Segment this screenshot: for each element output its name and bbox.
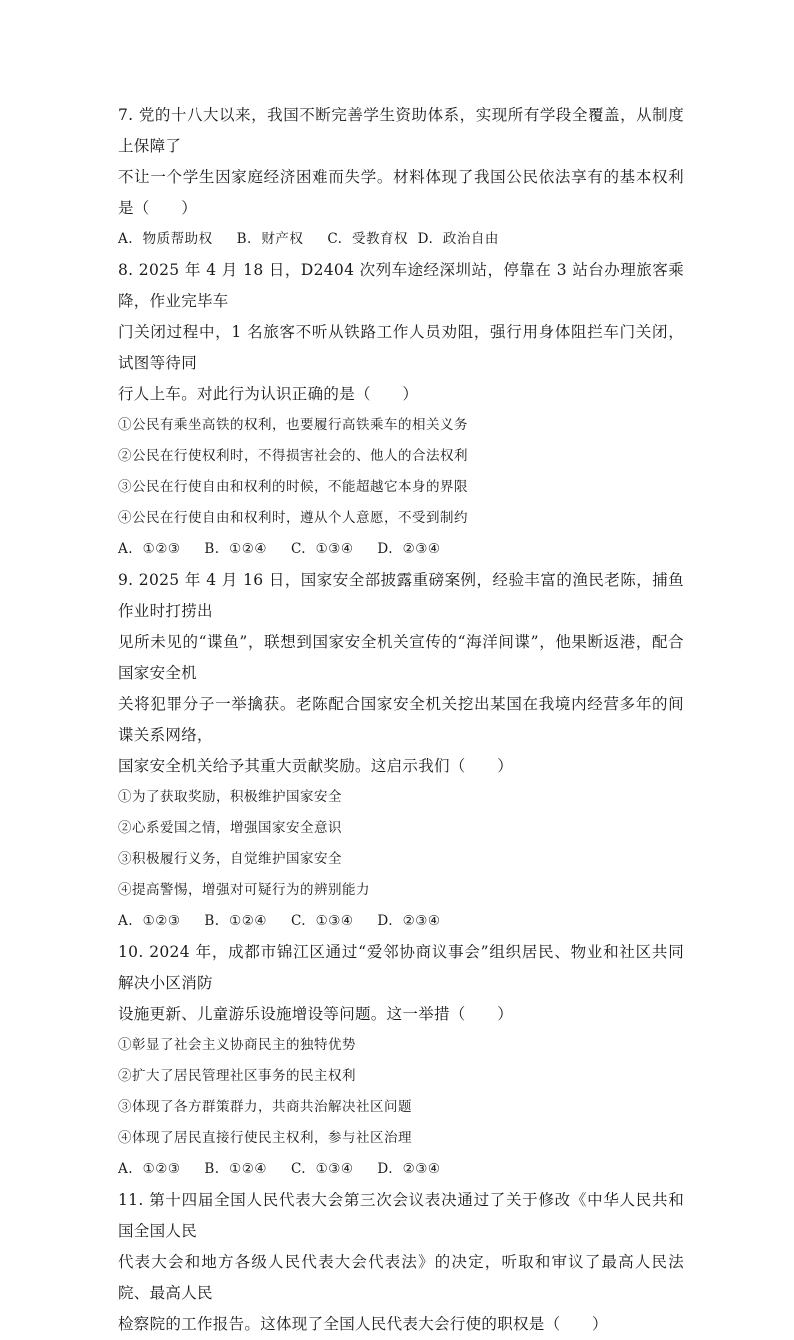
- question-9: [118, 565, 684, 937]
- question-stem-line: 代表大会和地方各级人民代表大会代表法》的决定，听取和审议了最高人民法院、最高人民: [118, 1253, 684, 1302]
- question-stem-line: 行人上车。对此行为认识正确的是（ ）: [118, 385, 419, 403]
- statement-option: ③积极履行义务，自觉维护国家安全: [118, 851, 342, 867]
- answer-choices: A. 物质帮助权 B. 财产权 C. 受教育权 D. 政治自由: [118, 231, 499, 247]
- question-stem-line: 见所未见的“谍鱼”，联想到国家安全机关宣传的“海洋间谍”，他果断返港，配合国家安全机: [118, 633, 684, 682]
- question-8: [118, 255, 684, 565]
- statement-option: ④公民在行使自由和权利时，遵从个人意愿，不受到制约: [118, 510, 468, 526]
- answer-choices: A. ①②③ B. ①②④ C. ①③④ D. ②③④: [118, 913, 441, 929]
- statement-option: ①彰显了社会主义协商民主的独特优势: [118, 1037, 356, 1053]
- statement-option: ④体现了居民直接行使民主权利，参与社区治理: [118, 1130, 412, 1146]
- question-11: [118, 1185, 684, 1340]
- answer-choices: A. ①②③ B. ①②④ C. ①③④ D. ②③④: [118, 1161, 441, 1177]
- statement-option: ③公民在行使自由和权利的时候，不能超越它本身的界限: [118, 479, 468, 495]
- question-stem-line: 关将犯罪分子一举擒获。老陈配合国家安全机关挖出某国在我境内经营多年的间谍关系网络，: [118, 695, 684, 744]
- statement-option: ④提高警惕，增强对可疑行为的辨别能力: [118, 882, 370, 898]
- statement-option: ①公民有乘坐高铁的权利，也要履行高铁乘车的相关义务: [118, 417, 468, 433]
- question-stem-line: 检察院的工作报告。这体现了全国人民代表大会行使的职权是（ ）: [118, 1315, 608, 1333]
- answer-choices: A. ①②③ B. ①②④ C. ①③④ D. ②③④: [118, 541, 441, 557]
- question-stem-line: 门关闭过程中，1 名旅客不听从铁路工作人员劝阻，强行用身体阻拦车门关闭，试图等待同: [118, 323, 684, 372]
- statement-option: ③体现了各方群策群力，共商共治解决社区问题: [118, 1099, 412, 1115]
- statement-option: ②扩大了居民管理社区事务的民主权利: [118, 1068, 356, 1084]
- question-stem-line: 国家安全机关给予其重大贡献奖励。这启示我们（ ）: [118, 757, 514, 775]
- question-stem-line: 9. 2025 年 4 月 16 日，国家安全部披露重磅案例，经验丰富的渔民老陈，捕鱼作业时打捞出: [118, 571, 684, 620]
- question-10: [118, 937, 684, 1185]
- statement-option: ②公民在行使权利时，不得损害社会的、他人的合法权利: [118, 448, 468, 464]
- question-stem-line: 8. 2025 年 4 月 18 日，D2404 次列车途经深圳站，停靠在 3 站台办理旅客乘降，作业完毕车: [118, 261, 684, 310]
- question-stem-line: 不让一个学生因家庭经济困难而失学。材料体现了我国公民依法享有的基本权利是（ ）: [118, 168, 684, 217]
- question-stem-line: 设施更新、儿童游乐设施增设等问题。这一举措（ ）: [118, 1005, 514, 1023]
- question-stem-line: 11. 第十四届全国人民代表大会第三次会议表决通过了关于修改《中华人民共和国全国人民: [118, 1191, 684, 1240]
- statement-option: ②心系爱国之情，增强国家安全意识: [118, 820, 342, 836]
- statement-option: ①为了获取奖励，积极维护国家安全: [118, 789, 342, 805]
- exam-page: [118, 100, 684, 1340]
- question-stem-line: 10. 2024 年，成都市锦江区通过“爱邻协商议事会”组织居民、物业和社区共同解决小区消防: [118, 943, 684, 992]
- question-7: [118, 100, 684, 255]
- question-stem-line: 7. 党的十八大以来，我国不断完善学生资助体系，实现所有学段全覆盖，从制度上保障了: [118, 106, 684, 155]
